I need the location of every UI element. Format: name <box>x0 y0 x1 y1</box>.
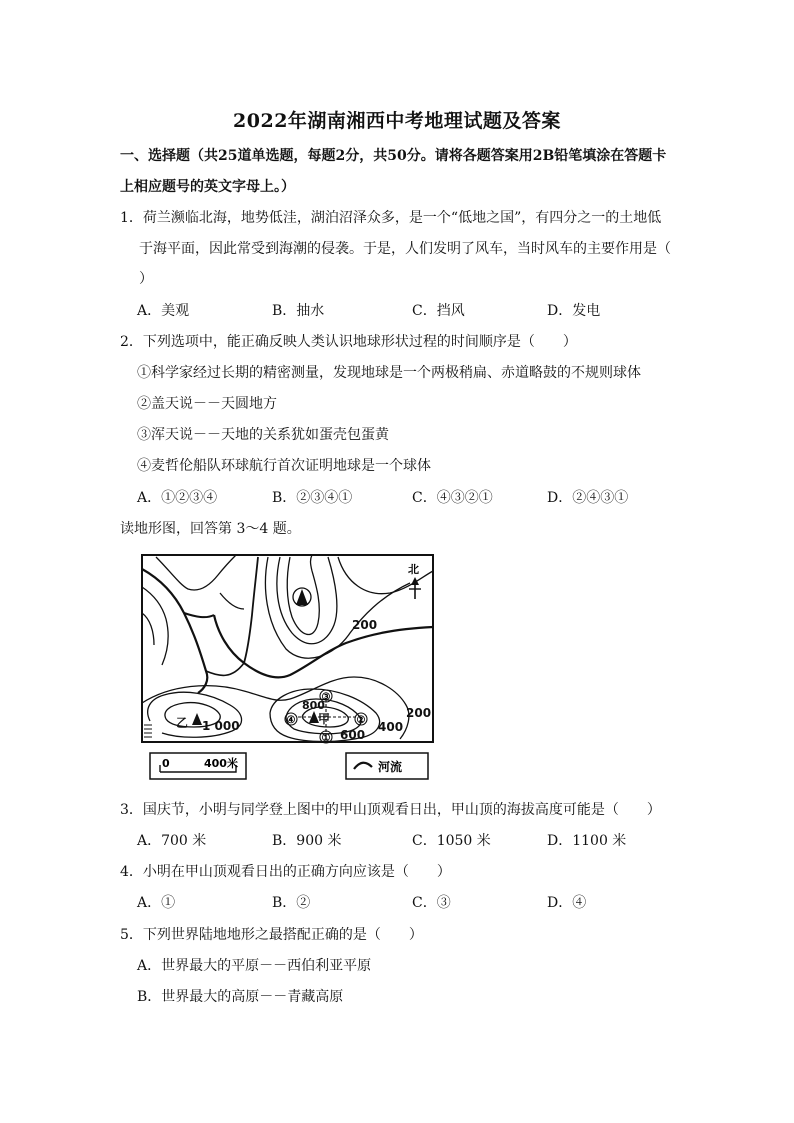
q1-option-a[interactable]: A．美观 <box>137 303 190 319</box>
q4-option-a[interactable]: A．① <box>137 895 176 911</box>
north-label: 北 <box>408 563 419 576</box>
q1-stem-line3: ） <box>139 271 153 287</box>
q3-option-c[interactable]: C．1050 米 <box>412 833 491 849</box>
dir4-label: ④ <box>286 715 296 726</box>
map-intro: 读地形图，回答第 3～4 题。 <box>120 521 301 537</box>
scale-distance: 400米 <box>204 757 238 770</box>
q2-option-c[interactable]: C．④③②① <box>412 490 493 506</box>
legend-river-label: 河流 <box>378 760 403 774</box>
q2-item-1: ①科学家经过长期的精密测量，发现地球是一个两极稍扁、赤道略鼓的不规则球体 <box>137 365 641 381</box>
q2-item-4: ④麦哲伦船队环球航行首次证明地球是一个球体 <box>137 458 431 474</box>
river-branch-b <box>206 663 244 675</box>
q3-option-b[interactable]: B．900 米 <box>272 833 342 849</box>
topographic-map <box>140 553 440 785</box>
q2-item-2: ②盖天说－－天圆地方 <box>137 396 277 412</box>
q2-option-a[interactable]: A．①②③④ <box>137 490 218 506</box>
contour-w2 <box>142 613 154 645</box>
river-north <box>244 557 258 663</box>
q3-option-d[interactable]: D．1100 米 <box>547 833 627 849</box>
q5-option-b[interactable]: B．世界最大的高原－－青藏高原 <box>137 989 344 1005</box>
section-heading-line1: 一、选择题（共25道单选题，每题2分，共50分。请将各题答案用2B铅笔填涂在答题卡 <box>120 148 667 164</box>
q2-item-3: ③浑天说－－天地的关系犹如蛋壳包蛋黄 <box>137 427 389 443</box>
contour-label-800: 800 <box>302 699 325 712</box>
dir3-label: ③ <box>321 692 331 703</box>
peak-yi-icon <box>192 713 202 725</box>
scale-zero: 0 <box>162 757 170 770</box>
river-west <box>142 569 207 693</box>
dir2-label: ② <box>356 715 366 726</box>
contour-label-600: 600 <box>340 728 366 742</box>
river-legend-icon <box>354 763 372 769</box>
contour-ne-mid <box>277 557 337 644</box>
q2-option-d[interactable]: D．②④③① <box>547 490 629 506</box>
contour-label-400: 400 <box>378 720 404 734</box>
q4-stem: 4．小明在甲山顶观看日出的正确方向应该是（ ） <box>120 864 451 880</box>
contour-label-200-right: 200 <box>406 706 432 720</box>
q4-option-d[interactable]: D．④ <box>547 895 587 911</box>
contour-nw <box>156 555 236 590</box>
contour-w1 <box>142 587 168 665</box>
peak-ne-icon <box>296 589 308 605</box>
q1-stem-line1: 1．荷兰濒临北海，地势低洼，湖泊沼泽众多，是一个“低地之国”，有四分之一的土地低 <box>120 210 662 226</box>
q1-option-d[interactable]: D．发电 <box>547 303 601 319</box>
contour-label-200-top: 200 <box>352 618 378 632</box>
q4-option-c[interactable]: C．③ <box>412 895 451 911</box>
q5-option-a[interactable]: A．世界最大的平原－－西伯利亚平原 <box>137 958 372 974</box>
yi-label: 乙 <box>176 716 189 730</box>
q3-stem: 3．国庆节，小明与同学登上图中的甲山顶观看日出，甲山顶的海拔高度可能是（ ） <box>120 802 661 818</box>
q1-option-c[interactable]: C．挡风 <box>412 303 465 319</box>
section-heading-line2: 上相应题号的英文字母上。） <box>120 179 295 195</box>
page-title: 2022年湖南湘西中考地理试题及答案 <box>233 110 561 132</box>
q4-option-b[interactable]: B．② <box>272 895 311 911</box>
q1-stem-line2: 于海平面，因此常受到海潮的侵袭。于是，人们发明了风车，当时风车的主要作用是（ <box>139 241 671 257</box>
q3-option-a[interactable]: A．700 米 <box>137 833 207 849</box>
q2-stem: 2．下列选项中，能正确反映人类认识地球形状过程的时间顺序是（ ） <box>120 334 577 350</box>
yi-elevation: 1 000 <box>202 719 240 733</box>
q1-option-b[interactable]: B．抽水 <box>272 303 325 319</box>
river-branch-a <box>184 613 214 617</box>
q5-stem: 5．下列世界陆地地形之最搭配正确的是（ ） <box>120 927 423 943</box>
jia-label: 甲 <box>318 712 331 726</box>
contour-nw2 <box>220 593 244 609</box>
dir1-label: ① <box>321 733 331 744</box>
q2-option-b[interactable]: B．②③④① <box>272 490 353 506</box>
hatch-marks <box>144 725 152 737</box>
